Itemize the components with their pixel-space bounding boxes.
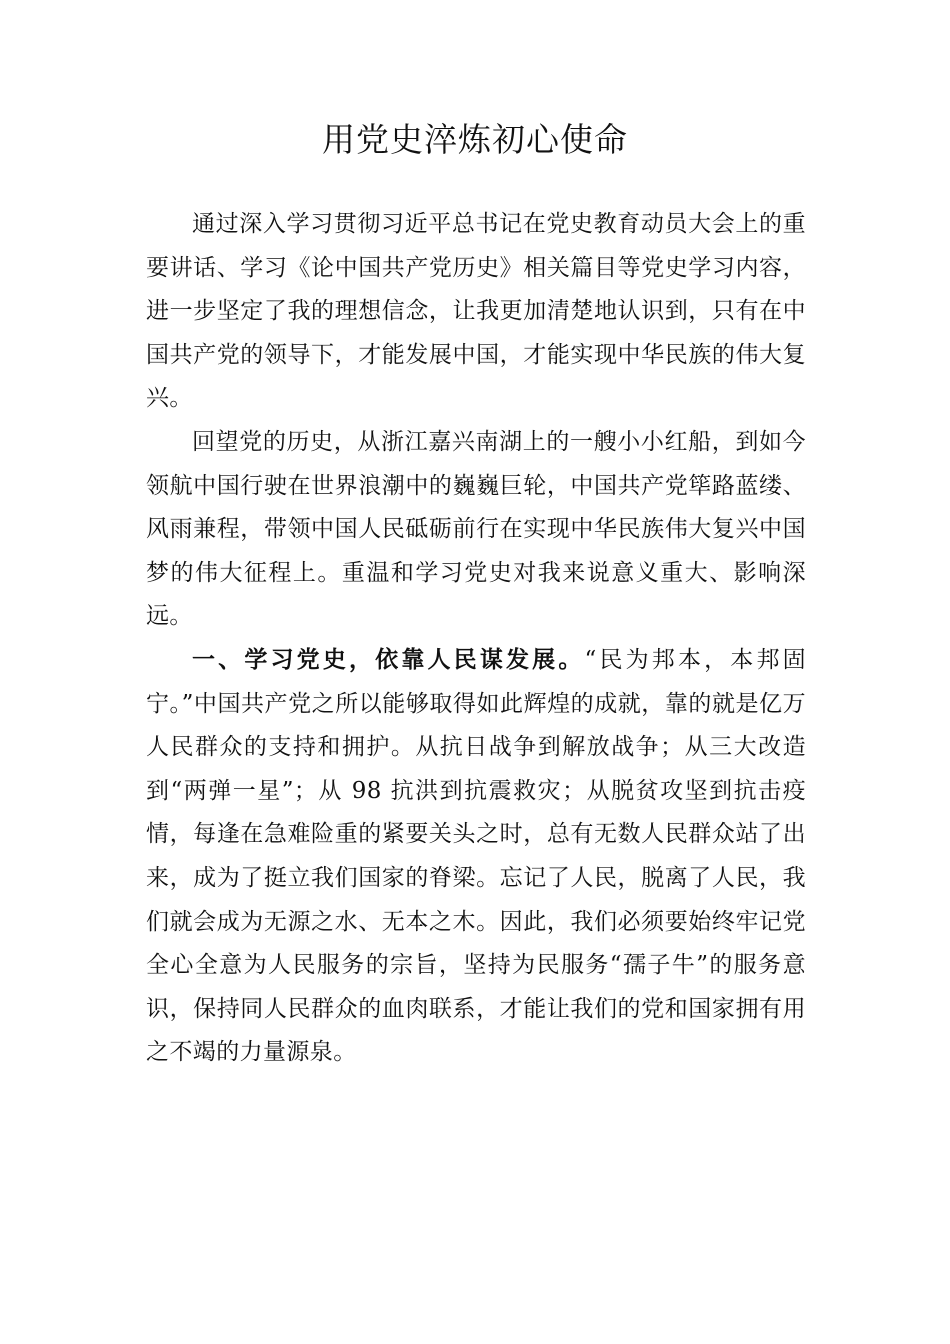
paragraph-history-review [146,421,806,639]
section-one-text: “民为邦本，本邦固宁。”中国共产党之所以能够取得如此辉煌的成就，靠的就是亿万人民群众的支持和拥护。从抗日战争到解放战争；从三大改造到“两弹一星”；从 98 抗洪到抗震救灾；从脱贫攻坚到抗击疫情，每逢在急难险重的紧要关头之时，总有无数人民群众站了出来，成为了挺立我们国家的脊梁。忘记了人民，脱离了人民，我们就会成为无源之水、无本之木。因此，我们必须要始终牢记党全心全意为人民服务的宗旨，坚持为民服务“孺子牛”的服务意识，保持同人民群众的血肉联系，才能让我们的党和国家拥有用之不竭的力量源泉。 [146,646,807,1066]
paragraph-intro-text: 通过深入学习贯彻习近平总书记在党史教育动员大会上的重要讲话、学习《论中国共产党历史》相关篇目等党史学习内容，进一步坚定了我的理想信念，让我更加清楚地认识到，只有在中国共产党的领导下，才能发展中国，才能实现中华民族的伟大复兴。 [146,211,806,412]
paragraph-section-one [146,639,806,1075]
document-body [146,203,806,1075]
paragraph-history-review-text: 回望党的历史，从浙江嘉兴南湖上的一艘小小红船，到如今领航中国行驶在世界浪潮中的巍巍巨轮，中国共产党筚路蓝缕、风雨兼程，带领中国人民砥砺前行在实现中华民族伟大复兴中国梦的伟大征程上。重温和学习党史对我来说意义重大、影响深远。 [146,428,806,630]
section-one-heading: 一、学习党史，依靠人民谋发展。 [192,646,585,673]
document-title: 用党史淬炼初心使命 [322,120,628,159]
paragraph-intro [146,203,806,421]
